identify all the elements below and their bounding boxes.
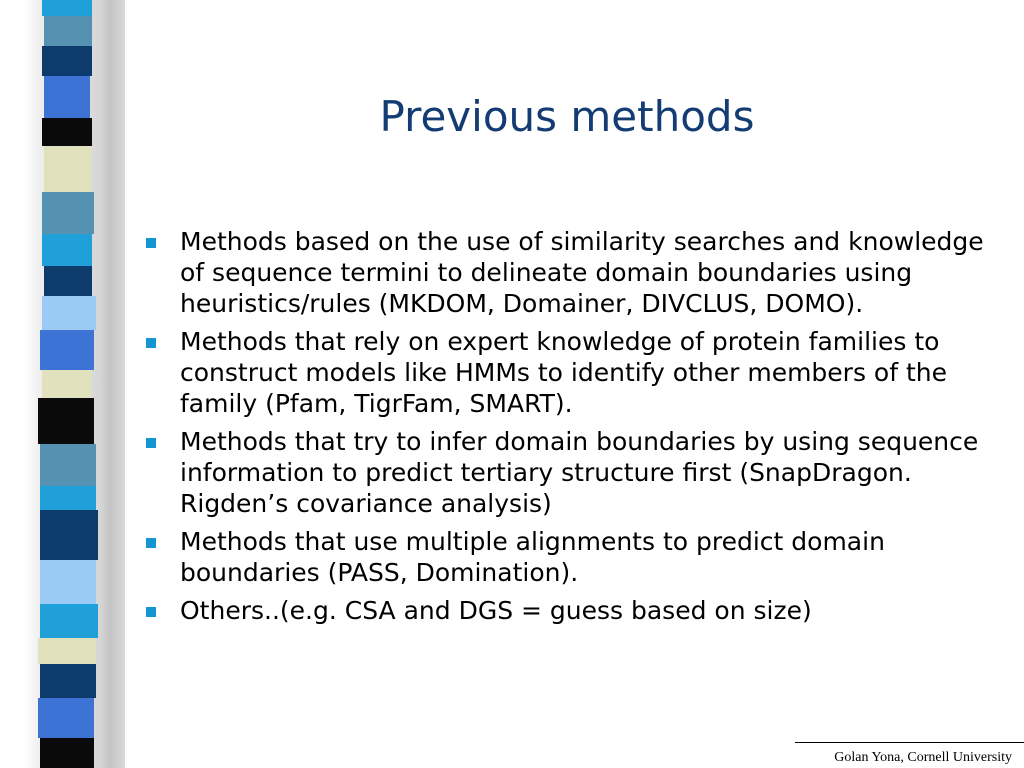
decorative-stripe bbox=[40, 486, 96, 510]
decorative-stripe bbox=[40, 510, 98, 560]
bullet-text: Methods that try to infer domain boundaries by using sequence information to predict tertiary structure first (SnapDragon. Rigden’s covariance analysis) bbox=[180, 427, 979, 518]
bullet-text: Others..(e.g. CSA and DGS = guess based on size) bbox=[180, 596, 812, 625]
slide-title: Previous methods bbox=[379, 92, 755, 141]
square-bullet-icon bbox=[146, 538, 156, 548]
decorative-stripe bbox=[44, 16, 92, 46]
decorative-stripe bbox=[42, 234, 92, 266]
bullet-item bbox=[140, 595, 1000, 626]
decorative-stripe bbox=[40, 330, 94, 370]
decorative-stripes bbox=[0, 0, 125, 768]
bullet-item bbox=[140, 426, 1000, 519]
square-bullet-icon bbox=[146, 338, 156, 348]
decorative-stripe bbox=[40, 560, 96, 604]
decorative-stripe bbox=[44, 76, 90, 118]
bullet-item bbox=[140, 526, 1000, 588]
footer-divider bbox=[795, 742, 1024, 743]
bullet-list bbox=[140, 226, 1000, 633]
decorative-stripe bbox=[44, 146, 92, 192]
decorative-stripe bbox=[38, 398, 94, 444]
square-bullet-icon bbox=[146, 607, 156, 617]
decorative-stripe bbox=[40, 444, 96, 486]
decorative-stripe bbox=[38, 638, 96, 664]
bullet-item bbox=[140, 326, 1000, 419]
decorative-stripe bbox=[44, 266, 92, 296]
decorative-stripe bbox=[42, 192, 94, 234]
decorative-stripe bbox=[42, 118, 92, 146]
decorative-stripe bbox=[42, 46, 92, 76]
bullet-text: Methods that use multiple alignments to predict domain boundaries (PASS, Domination). bbox=[180, 527, 885, 587]
square-bullet-icon bbox=[146, 438, 156, 448]
decorative-stripe bbox=[42, 296, 96, 330]
decorative-stripe-band bbox=[0, 0, 125, 768]
square-bullet-icon bbox=[146, 238, 156, 248]
decorative-stripe bbox=[40, 664, 96, 698]
footer-credit: Golan Yona, Cornell University bbox=[834, 750, 1012, 765]
bullet-item bbox=[140, 226, 1000, 319]
decorative-stripe bbox=[42, 370, 92, 398]
bullet-text: Methods based on the use of similarity searches and knowledge of sequence termini to delineate domain boundaries using heuristics/rules (MKDOM, Domainer, DIVCLUS, DOMO). bbox=[180, 227, 984, 318]
decorative-stripe bbox=[40, 604, 98, 638]
bullet-text: Methods that rely on expert knowledge of protein families to construct models like HMMs to identify other members of the family (Pfam, TigrFam, SMART). bbox=[180, 327, 948, 418]
decorative-stripe bbox=[38, 698, 94, 738]
decorative-stripe bbox=[42, 0, 92, 16]
decorative-stripe bbox=[40, 738, 94, 768]
